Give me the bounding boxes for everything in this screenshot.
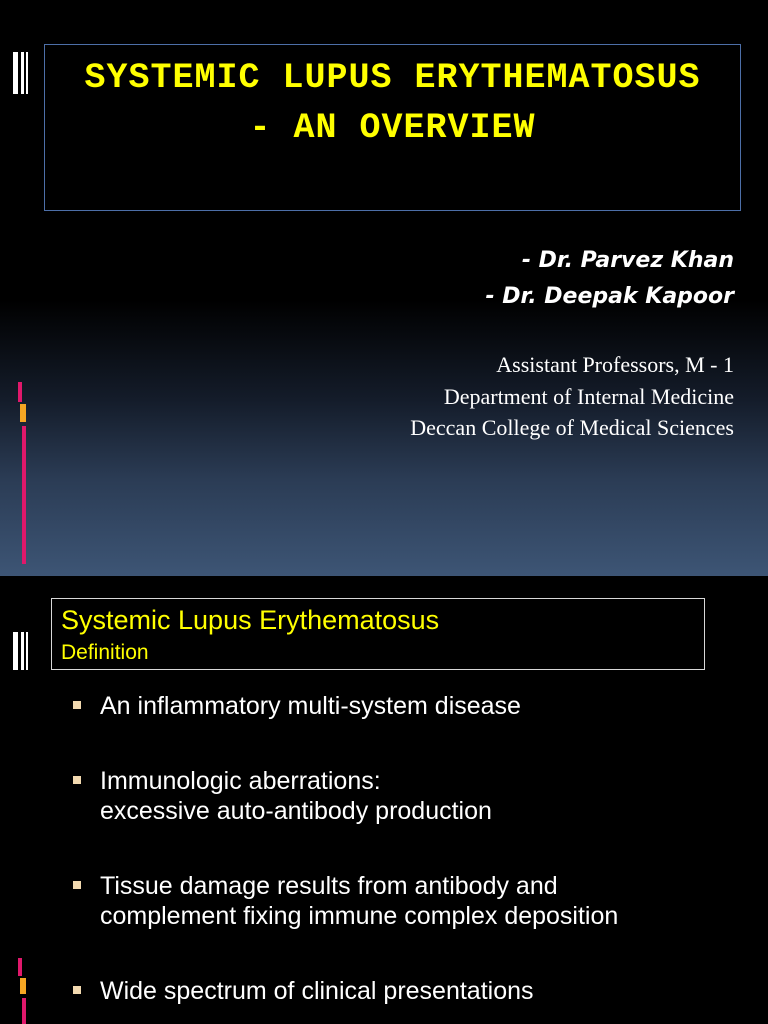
bullet-square-icon [73,701,81,709]
bullet-text: complement fixing immune complex deposition [100,902,619,930]
bullet-text: excessive auto-antibody production [100,797,492,825]
author-2: - Dr. Deepak Kapoor [485,284,734,309]
bullet-item [100,691,521,721]
title-frame [44,44,741,211]
affiliation-title: Assistant Professors, M - 1 [496,352,734,377]
bullet-text: Tissue damage results from antibody and [100,872,558,900]
bullet-square-icon [73,776,81,784]
bullet-item [100,871,618,931]
bullet-square-icon [73,881,81,889]
author-1: - Dr. Parvez Khan [521,248,734,273]
slide-edge-mark [0,52,30,94]
slide-accent-bar [0,382,30,564]
bullet-text: An inflammatory multi-system disease [100,692,521,720]
bullet-square-icon [73,986,81,994]
bullet-item [100,766,492,826]
bullet-text: Immunologic aberrations: [100,767,381,795]
slide-edge-mark [0,632,30,670]
slide-accent-bar [0,958,30,1024]
affiliation-department: Department of Internal Medicine [443,384,734,409]
title-line-2: - AN OVERVIEW [249,108,536,148]
definition-slide [0,576,768,1024]
slide-subheading: Definition [61,641,149,664]
heading-frame [51,598,705,670]
affiliation-college: Deccan College of Medical Sciences [410,415,734,440]
bullet-text: Wide spectrum of clinical presentations [100,977,534,1005]
bullet-item [100,976,534,1006]
slide-heading: Systemic Lupus Erythematosus [61,605,440,635]
title-line-1: SYSTEMIC LUPUS ERYTHEMATOSUS [84,58,701,98]
